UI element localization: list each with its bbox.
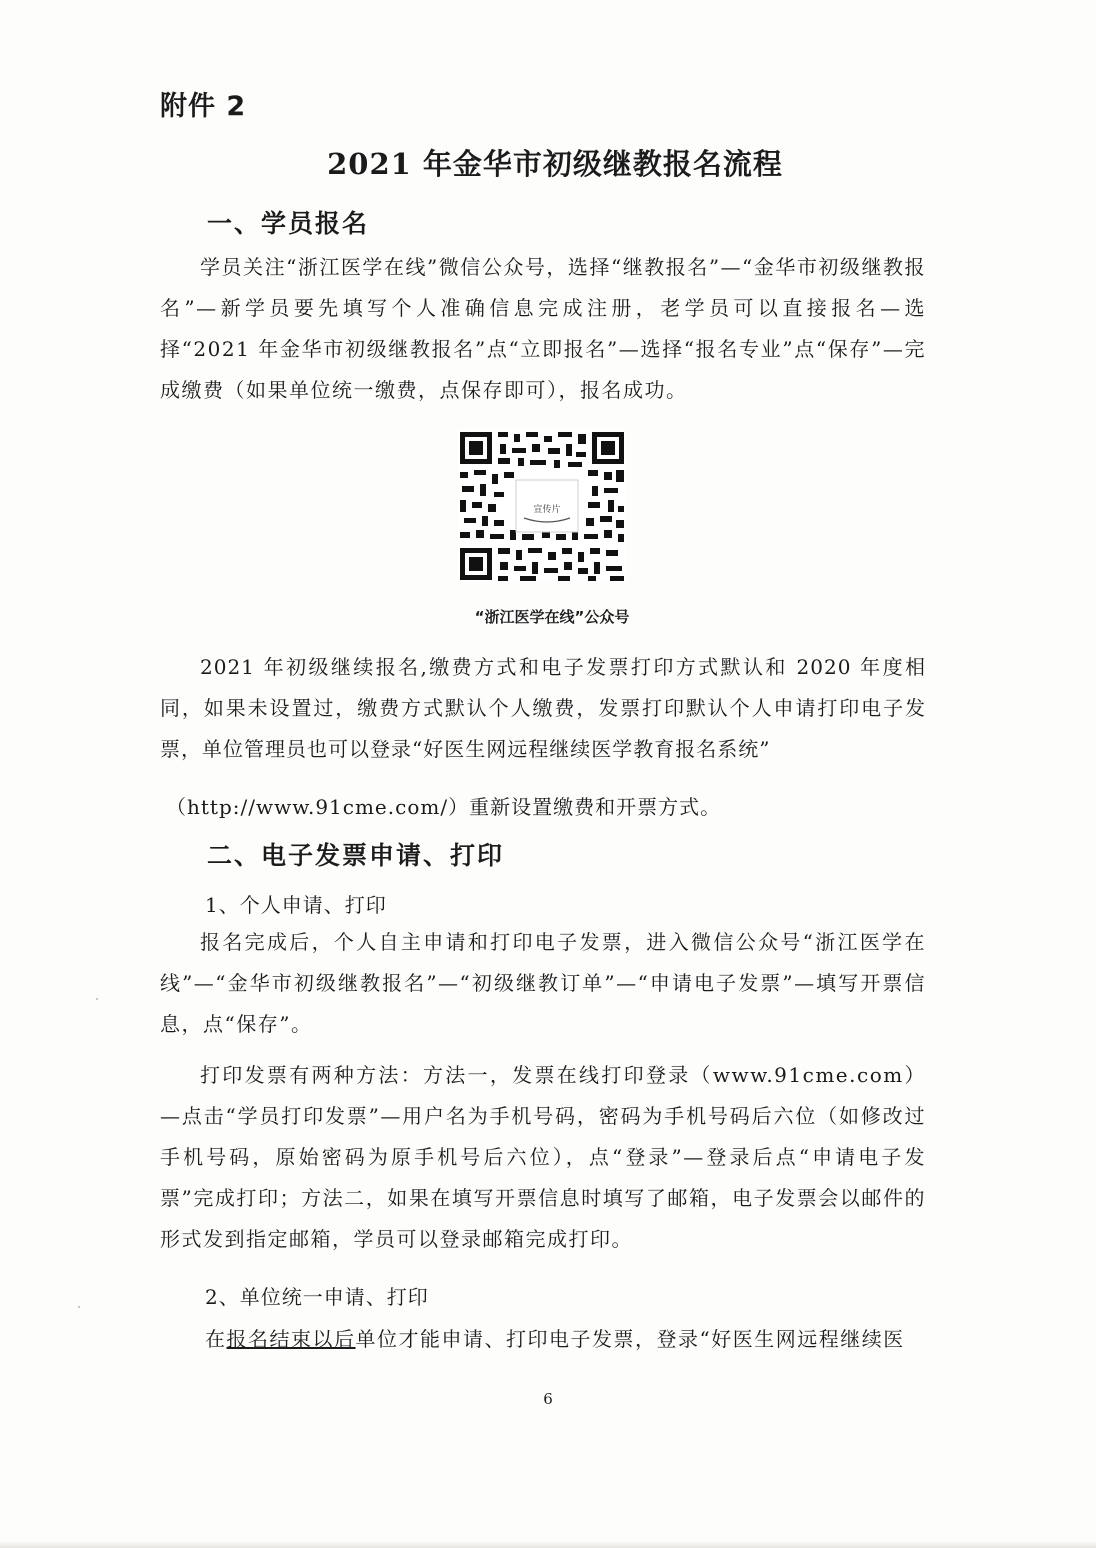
subheading-unit: 2、单位统一申请、打印 <box>205 1285 429 1309</box>
default-settings-paragraph: 2021 年初级继续报名,缴费方式和电子发票打印方式默认和 2020 年度相同，如果未设置过，缴费方式默认个人缴费，发票打印默认个人申请打印电子发票，单位管理员也可以登录“好医生网远程继续医学教育报名系统” <box>160 655 926 761</box>
qr-center-text: 宣传片 <box>533 505 561 515</box>
attachment-label: 附件 2 <box>160 91 247 122</box>
unit-paragraph-start <box>205 1323 905 1352</box>
scan-speck <box>96 998 98 1000</box>
print-methods-paragraph: 打印发票有两种方法：方法一，发票在线打印登录（www.91cme.com）—点击“学员打印发票”—用户名为手机号码，密码为手机号码后六位（如修改过手机号码，原始密码为原手机号后六位），点“登录”—登录后点“申请电子发票”完成打印；方法二，如果在填写开票信息时填写了邮箱，电子发票会以邮件的形式发到指定邮箱，学员可以登录邮箱完成打印。 <box>160 1063 926 1251</box>
unit-text-prefix: 在 <box>205 1327 227 1351</box>
unit-text-rest: 单位才能申请、打印电子发票，登录“好医生网远程继续医 <box>355 1327 905 1351</box>
qr-caption: “浙江医学在线”公众号 <box>474 608 630 626</box>
section-heading-registration: 一、学员报名 <box>207 209 370 238</box>
section-heading-invoice: 二、电子发票申请、打印 <box>207 841 505 870</box>
system-url-line: （http://www.91cme.com/）重新设置缴费和开票方式。 <box>166 795 722 819</box>
document-title: 2021 年金华市初级继教报名流程 <box>327 147 783 181</box>
registration-paragraph: 学员关注“浙江医学在线”微信公众号，选择“继教报名”—“金华市初级继教报名”—新学员要先填写个人准确信息完成注册，老学员可以直接报名—选择“2021 年金华市初级继教报名”点“立即报名”—选择“报名专业”点“保存”—完成缴费（如果单位统一缴费，点保存即可），报名成功。 <box>160 255 926 402</box>
scan-speck <box>78 1306 80 1308</box>
subheading-personal: 1、个人申请、打印 <box>205 893 387 917</box>
page-bottom-edge <box>0 1540 1096 1548</box>
wechat-qr-code <box>458 430 626 582</box>
underlined-phrase: 报名结束以后 <box>226 1327 356 1351</box>
personal-apply-paragraph: 报名完成后，个人自主申请和打印电子发票，进入微信公众号“浙江医学在线”—“金华市初级继教报名”—“初级继教订单”—“申请电子发票”—填写开票信息，点“保存”。 <box>160 930 926 1036</box>
page-number: 6 <box>543 1390 553 1408</box>
